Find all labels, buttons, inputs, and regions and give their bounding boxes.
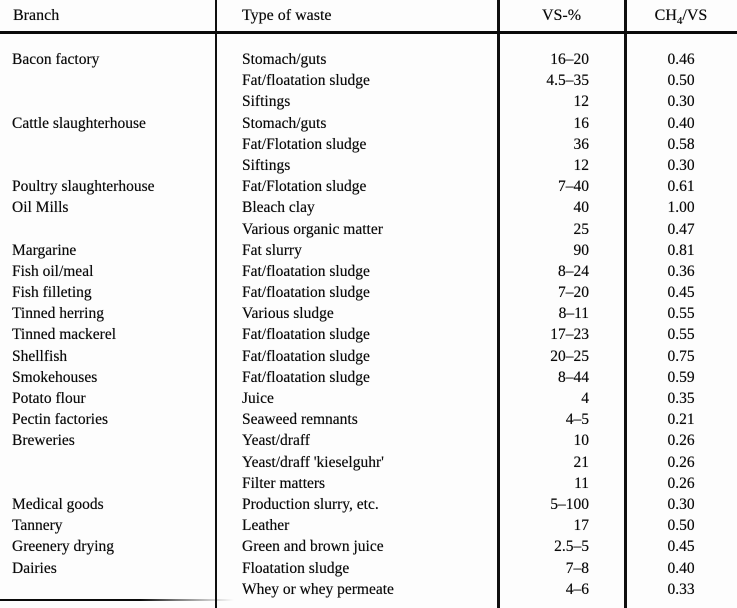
ch4-vs-cell: 0.26 (667, 474, 695, 492)
table-row (0, 452, 737, 473)
vs-percent-cell: 16 (573, 114, 589, 132)
table-row (0, 515, 737, 536)
branch-cell: Tinned mackerel (12, 326, 117, 344)
table-row (0, 197, 737, 218)
table-row (0, 388, 737, 409)
waste-type-cell: Bleach clay (242, 199, 315, 217)
waste-type-cell: Fat/floatation sludge (242, 262, 370, 280)
table-row (0, 324, 737, 345)
vs-percent-cell: 4.5–35 (546, 72, 589, 90)
table-row (0, 558, 737, 579)
table-header-row (0, 7, 737, 29)
waste-type-cell: Filter matters (242, 474, 326, 492)
ch4-vs-cell: 0.26 (667, 432, 695, 450)
branch-cell: Greenery drying (12, 538, 114, 556)
table-row (0, 134, 737, 155)
ch4-vs-cell: 0.30 (667, 495, 695, 513)
vs-percent-cell: 4 (581, 390, 589, 407)
table-row (0, 70, 737, 91)
branch-cell: Pectin factories (12, 411, 108, 429)
branch-cell: Breweries (12, 432, 75, 450)
ch4-vs-cell: 0.40 (667, 114, 695, 132)
waste-type-cell: Stomach/guts (242, 114, 327, 132)
branch-cell: Dairies (12, 559, 57, 577)
table-row (0, 282, 737, 303)
ch4-vs-cell: 0.81 (667, 241, 695, 259)
waste-type-cell: Green and brown juice (242, 538, 384, 556)
ch4-vs-cell: 0.47 (667, 220, 695, 238)
table-row (0, 155, 737, 176)
ch4-vs-cell: 0.33 (667, 580, 695, 598)
column-header-type-of-waste: Type of waste (242, 7, 332, 24)
waste-type-cell: Fat/floatation sludge (242, 368, 370, 386)
waste-type-cell: Various organic matter (242, 220, 383, 238)
vs-percent-cell: 21 (573, 453, 589, 471)
branch-cell: Tannery (12, 517, 63, 535)
vs-percent-cell: 40 (573, 199, 589, 217)
branch-cell: Shellfish (12, 347, 68, 365)
ch4-header-prefix: CH (654, 7, 677, 24)
table-row (0, 261, 737, 282)
waste-type-cell: Seaweed remnants (242, 411, 358, 429)
waste-type-cell: Leather (242, 517, 290, 535)
waste-type-cell: Fat/floatation sludge (242, 72, 370, 90)
table-row (0, 346, 737, 367)
waste-type-cell: Fat/floatation sludge (242, 284, 370, 302)
waste-type-cell: Siftings (242, 156, 291, 174)
ch4-vs-cell: 0.50 (667, 72, 695, 90)
vs-percent-cell: 25 (573, 220, 589, 238)
ch4-vs-cell: 0.55 (667, 326, 695, 344)
vs-percent-cell: 8–11 (558, 305, 589, 323)
ch4-vs-cell: 0.59 (667, 368, 695, 386)
ch4-vs-cell: 0.30 (667, 156, 695, 174)
waste-type-cell: Fat/Flotation sludge (242, 178, 367, 196)
ch4-vs-cell: 0.45 (667, 284, 695, 302)
waste-type-cell: Production slurry, etc. (242, 495, 379, 513)
waste-type-cell: Juice (242, 390, 274, 407)
vs-percent-cell: 7–8 (565, 559, 589, 577)
table-row (0, 91, 737, 112)
table-row (0, 579, 737, 600)
column-header-ch4-vs (627, 7, 735, 28)
table-row (0, 49, 737, 70)
bottom-border-rule (0, 599, 234, 601)
vs-percent-cell: 12 (573, 93, 589, 111)
table-row (0, 473, 737, 494)
vs-percent-cell: 17 (573, 517, 589, 535)
vs-percent-cell: 4–6 (565, 580, 589, 598)
table-row (0, 430, 737, 451)
table-row (0, 303, 737, 324)
ch4-vs-cell: 0.50 (667, 517, 695, 535)
vs-percent-cell: 16–20 (550, 51, 589, 68)
vs-percent-cell: 12 (573, 156, 589, 174)
vs-percent-cell: 11 (574, 474, 589, 492)
table-row (0, 494, 737, 515)
table-row (0, 409, 737, 430)
branch-cell: Medical goods (12, 495, 104, 513)
vs-percent-cell: 8–44 (558, 368, 589, 386)
vs-percent-cell: 10 (573, 432, 589, 450)
branch-cell: Oil Mills (12, 199, 69, 217)
ch4-header-subscript: 4 (676, 15, 683, 28)
waste-type-cell: Whey or whey permeate (242, 580, 394, 598)
ch4-vs-cell: 0.55 (667, 305, 695, 323)
ch4-vs-cell: 0.30 (667, 93, 695, 111)
table-row (0, 536, 737, 557)
table-row (0, 367, 737, 388)
table-row (0, 240, 737, 261)
vs-percent-cell: 5–100 (550, 495, 589, 513)
vs-percent-cell: 7–20 (558, 284, 589, 302)
branch-cell: Bacon factory (12, 51, 100, 68)
ch4-vs-cell: 0.58 (667, 135, 695, 153)
waste-type-cell: Stomach/guts (242, 51, 327, 68)
branch-cell: Tinned herring (12, 305, 104, 323)
ch4-header-suffix: /VS (682, 7, 708, 24)
ch4-vs-cell: 0.46 (667, 51, 695, 68)
vs-percent-cell: 8–24 (558, 262, 589, 280)
table-body (0, 49, 737, 600)
branch-cell: Fish oil/meal (12, 262, 94, 280)
waste-type-cell: Fat/floatation sludge (242, 326, 370, 344)
vs-percent-cell: 4–5 (565, 411, 589, 429)
branch-cell: Smokehouses (12, 368, 98, 386)
ch4-vs-cell: 0.26 (667, 453, 695, 471)
vs-percent-cell: 7–40 (558, 178, 589, 196)
ch4-vs-cell: 0.61 (667, 178, 695, 196)
vs-percent-cell: 17–23 (550, 326, 589, 344)
table-row (0, 113, 737, 134)
column-header-branch: Branch (13, 7, 60, 24)
ch4-vs-cell: 1.00 (667, 199, 695, 217)
column-header-vs-percent: VS-% (541, 7, 582, 24)
ch4-vs-cell: 0.35 (667, 390, 695, 407)
ch4-vs-cell: 0.45 (667, 538, 695, 556)
waste-type-cell: Floatation sludge (242, 559, 350, 577)
waste-type-cell: Fat slurry (242, 241, 302, 259)
branch-cell: Potato flour (12, 390, 86, 407)
branch-cell: Poultry slaughterhouse (12, 178, 155, 196)
table-row (0, 176, 737, 197)
waste-type-cell: Fat/Flotation sludge (242, 135, 367, 153)
ch4-vs-cell: 0.21 (667, 411, 695, 429)
waste-type-cell: Various sludge (242, 305, 334, 323)
vs-percent-cell: 20–25 (550, 347, 589, 365)
vs-percent-cell: 36 (573, 135, 589, 153)
waste-type-cell: Yeast/draff 'kieselguhr' (242, 453, 384, 471)
ch4-vs-cell: 0.40 (667, 559, 695, 577)
branch-cell: Margarine (12, 241, 77, 259)
vs-percent-cell: 90 (573, 241, 589, 259)
waste-type-cell: Fat/floatation sludge (242, 347, 370, 365)
branch-cell: Fish filleting (12, 284, 92, 302)
ch4-vs-cell: 0.75 (667, 347, 695, 365)
branch-cell: Cattle slaughterhouse (12, 114, 146, 132)
header-separator-rule (0, 31, 737, 34)
ch4-vs-cell: 0.36 (667, 262, 695, 280)
waste-type-cell: Siftings (242, 93, 291, 111)
table-row (0, 219, 737, 240)
waste-type-cell: Yeast/draff (242, 432, 310, 450)
vs-percent-cell: 2.5–5 (554, 538, 589, 556)
